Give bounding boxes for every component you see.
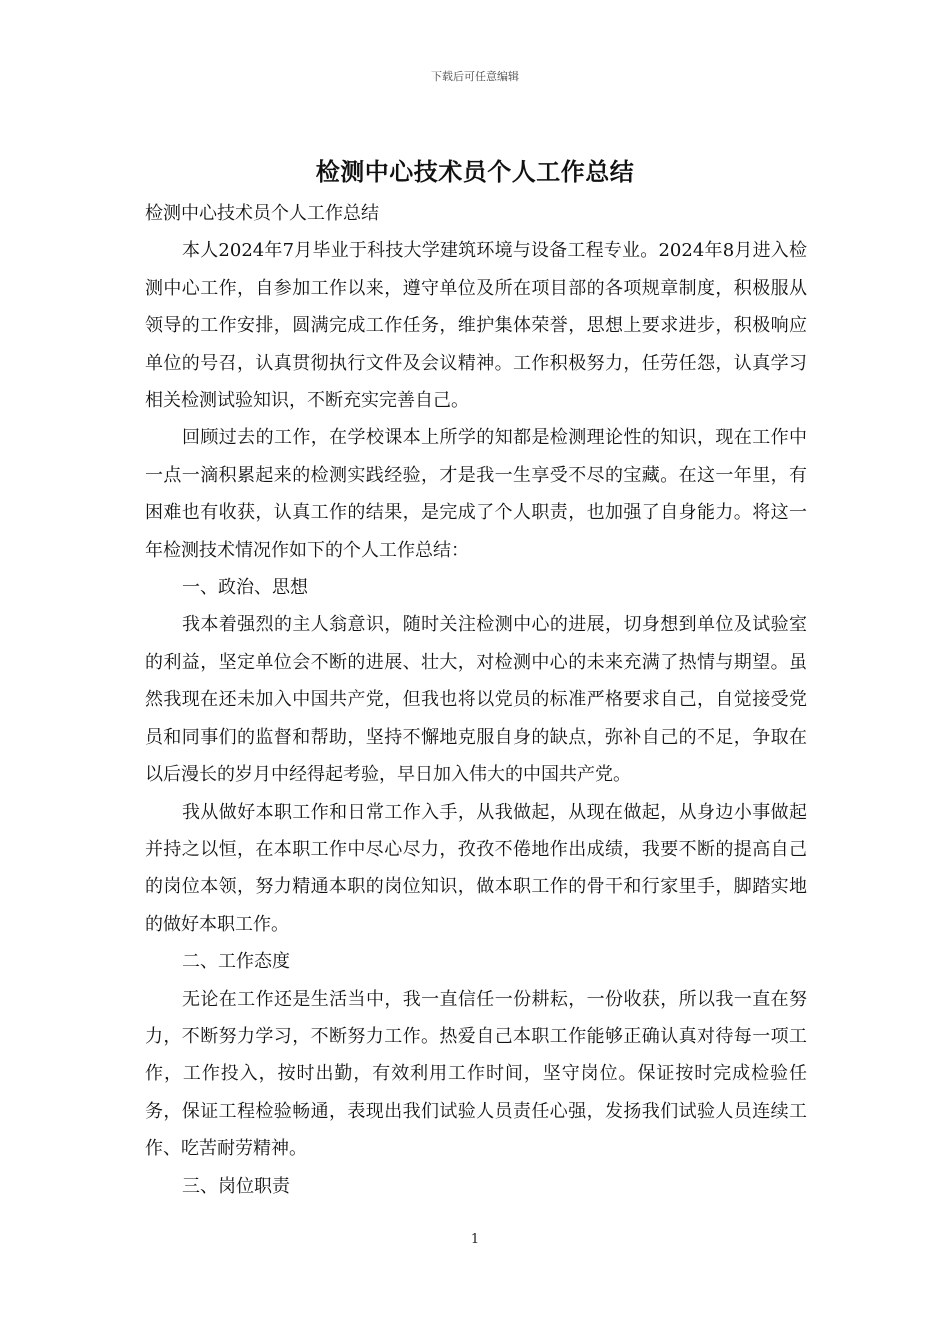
section-heading-politics: 一、政治、思想 <box>182 577 308 599</box>
header-note: 下载后可任意编辑 <box>431 70 519 83</box>
review-paragraph: 回顾过去的工作，在学校课本上所学的知都是检测理论性的知识，现在工作中一点一滴积累起来的检测实践经验，才是我一生享受不尽的宝藏。在这一年里，有困难也有收获，认真工作的结果，是完成了个人职责，也加强了自身能力。将这一年检测技术情况作如下的个人工作总结： <box>145 427 807 561</box>
attitude-paragraph: 无论在工作还是生活当中，我一直信任一份耕耘，一份收获，所以我一直在努力，不断努力学习，不断努力工作。热爱自己本职工作能够正确认真对待每一项工作，工作投入，按时出勤，有效利用工作时间，坚守岗位。保证按时完成检验任务，保证工程检验畅通，表现出我们试验人员责任心强，发扬我们试验人员连续工作、吃苦耐劳精神。 <box>145 988 807 1160</box>
page-number: 1 <box>470 1232 480 1247</box>
document-body <box>145 195 807 1205</box>
politics-paragraph: 我本着强烈的主人翁意识，随时关注检测中心的进展，切身想到单位及试验室的利益，坚定单位会不断的进展、壮大，对检测中心的未来充满了热情与期望。虽然我现在还未加入中国共产党，但我也将以党员的标准严格要求自己，自觉接受党员和同事们的监督和帮助，坚持不懈地克服自身的缺点，弥补自己的不足，争取在以后漫长的岁月中经得起考验，早日加入伟大的中国共产党。 <box>145 614 807 786</box>
section-heading-attitude: 二、工作态度 <box>182 951 290 973</box>
document-title: 检测中心技术员个人工作总结 <box>315 157 635 186</box>
subtitle-paragraph: 检测中心技术员个人工作总结 <box>145 203 379 224</box>
intro-paragraph: 本人2024年7月毕业于科技大学建筑环境与设备工程专业。2024年8月进入检测中心工作，自参加工作以来，遵守单位及所在项目部的各项规章制度，积极服从领导的工作安排，圆满完成工作任务，维护集体荣誉，思想上要求进步，积极响应单位的号召，认真贯彻执行文件及会议精神。工作积极努力，任劳任怨，认真学习相关检测试验知识，不断充实完善自己。 <box>145 240 807 412</box>
section-heading-responsibility: 三、岗位职责 <box>182 1175 290 1197</box>
duty-paragraph: 我从做好本职工作和日常工作入手，从我做起，从现在做起，从身边小事做起并持之以恒，在本职工作中尽心尽力，孜孜不倦地作出成绩，我要不断的提高自己的岗位本领，努力精通本职的岗位知识，做本职工作的骨干和行家里手，脚踏实地的做好本职工作。 <box>145 801 807 935</box>
